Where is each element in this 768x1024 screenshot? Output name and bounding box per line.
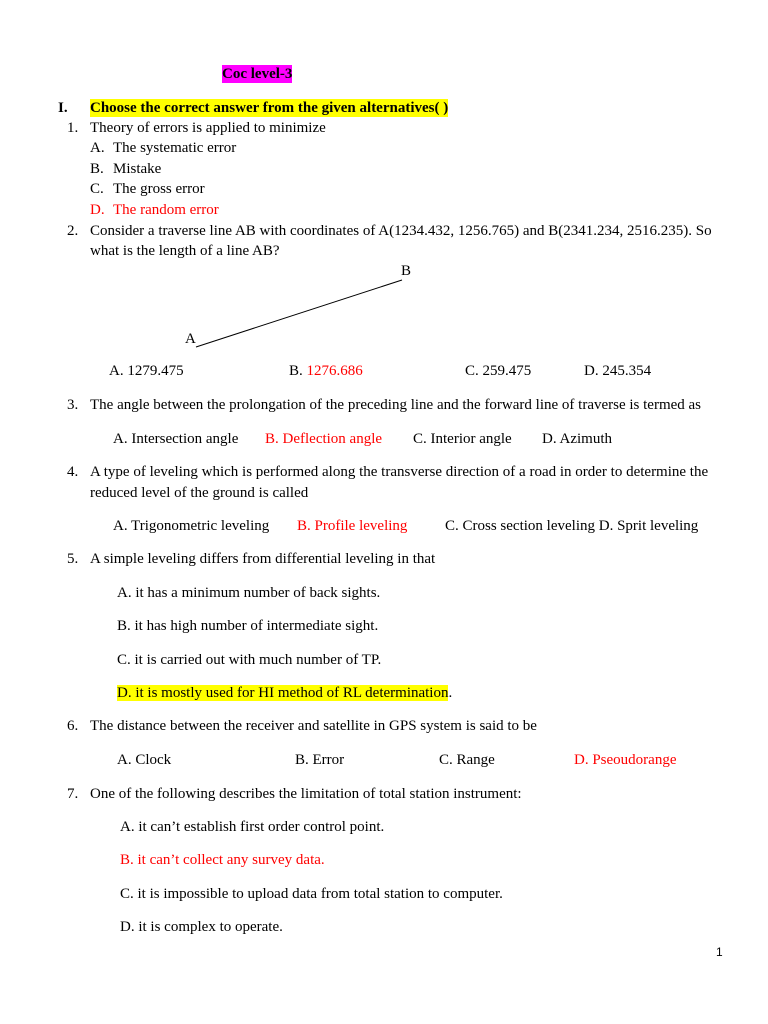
point-b-label: B [401, 263, 412, 279]
option-text: The gross error [113, 181, 205, 197]
option-d [117, 684, 452, 702]
option-a: A. Clock [117, 752, 172, 768]
option-a: A. Intersection angle [113, 431, 239, 447]
question-number: 4. [67, 464, 79, 480]
option-b: B. Error [295, 752, 345, 768]
option-c: C. Range [439, 752, 495, 768]
option-b: B. it has high number of intermediate sight. [117, 618, 379, 634]
option-b-answer: B. Profile leveling [297, 518, 408, 534]
option-b-answer: B. it can’t collect any survey data. [120, 852, 325, 868]
question-number: 5. [67, 551, 79, 567]
option-d-period: . [448, 685, 453, 701]
question-text-line-1: Consider a traverse line AB with coordinates of A(1234.432, 1256.765) and B(2341.234, 2516.235). So [90, 223, 712, 239]
question-text: Theory of errors is applied to minimize [90, 120, 326, 136]
option-d: D. 245.354 [584, 363, 652, 379]
traverse-line-ab [196, 280, 402, 347]
option-d: D. it is complex to operate. [120, 919, 283, 935]
option-a: A. it can’t establish first order control point. [120, 819, 385, 835]
option-c: C. it is impossible to upload data from total station to computer. [120, 886, 503, 902]
option-c: C. Interior angle [413, 431, 512, 447]
question-text: One of the following describes the limitation of total station instrument: [90, 786, 522, 802]
option-b-letter: B. [289, 363, 307, 379]
option-c-d: C. Cross section leveling D. Sprit leveling [445, 518, 699, 534]
page-number: 1 [716, 945, 723, 959]
question-number: 6. [67, 718, 79, 734]
option-b [289, 362, 363, 380]
option-b-answer: B. Deflection angle [265, 431, 383, 447]
section-numeral: I. [58, 100, 68, 116]
option-d: D. Azimuth [542, 431, 612, 447]
option-text: The systematic error [113, 140, 237, 156]
option-letter: A. [90, 140, 105, 156]
question-text: The distance between the receiver and satellite in GPS system is said to be [90, 718, 537, 734]
point-a-label: A [185, 331, 196, 347]
document-title: Coc level-3 [222, 66, 293, 82]
option-c: C. it is carried out with much number of TP. [117, 652, 382, 668]
question-text-line-2: reduced level of the ground is called [90, 485, 309, 501]
option-text-answer: The random error [113, 202, 219, 218]
option-letter: B. [90, 161, 104, 177]
question-text: A simple leveling differs from differential leveling in that [90, 551, 436, 567]
question-text: The angle between the prolongation of the preceding line and the forward line of traverse is termed as [90, 397, 702, 413]
option-d-highlighted: D. it is mostly used for HI method of RL determination [117, 685, 449, 701]
question-number: 1. [67, 120, 79, 136]
section-heading: Choose the correct answer from the given alternatives( ) [90, 100, 449, 116]
traverse-line-diagram [190, 275, 410, 355]
option-letter-answer: D. [90, 202, 105, 218]
option-b-answer: 1276.686 [306, 363, 363, 379]
option-a: A. Trigonometric leveling [113, 518, 270, 534]
option-a: A. it has a minimum number of back sights. [117, 585, 381, 601]
question-number: 3. [67, 397, 79, 413]
question-text-line-1: A type of leveling which is performed along the transverse direction of a road in order to determine the [90, 464, 709, 480]
option-text: Mistake [113, 161, 162, 177]
option-c: C. 259.475 [465, 363, 532, 379]
question-text-line-2: what is the length of a line AB? [90, 243, 280, 259]
option-d-answer: D. Pseoudorange [574, 752, 677, 768]
option-letter: C. [90, 181, 104, 197]
option-a: A. 1279.475 [109, 363, 184, 379]
question-number: 2. [67, 223, 79, 239]
question-number: 7. [67, 786, 79, 802]
